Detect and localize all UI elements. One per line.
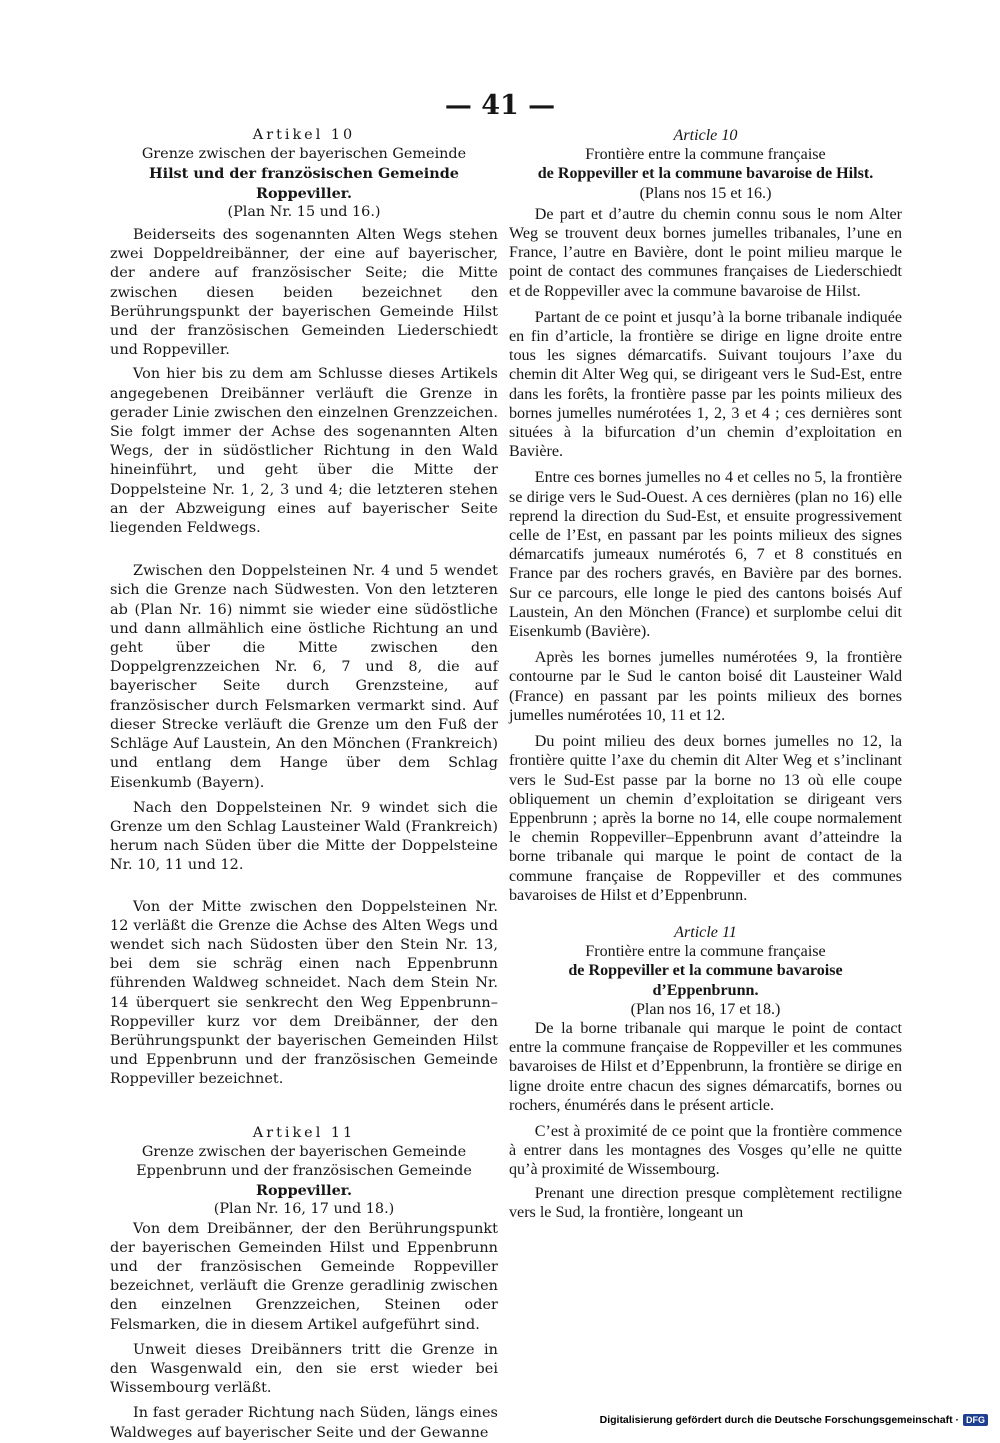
article-11-subtitle-fr-line2: de Roppeviller et la commune bavaroise [568, 962, 843, 980]
digitization-credit [600, 1414, 988, 1426]
paragraph: Du point milieu des deux bornes jumelles no 12, la frontière quitte l’axe du chemin dit Alter Weg et s’inclinant vers le Sud-Est passe par la borne no 13 où elle coupe obliquement un chemin d’exploitation se dirigeant vers Eppenbrunn ; après la borne no 14, elle coupe normalement le chemin Roppeviller–Eppenbrunn avant d’atteindre la borne tribanale qui marque le point de contact de la commune française de Roppeviller et des communes bavaroises de Hilst et d’Eppenbrunn. [509, 733, 902, 904]
paragraph: Unweit dieses Dreibänners tritt die Grenze in den Wasgenwald ein, den sie erst wieder bei Wissembourg verläßt. [110, 1341, 498, 1397]
article-10-subtitle-fr-line1: Frontière entre la commune française [585, 146, 826, 164]
german-column [110, 126, 498, 1443]
paragraph: De la borne tribanale qui marque le point de contact entre la commune française de Roppeviller et les communes bavaroises de Hilst et d’Eppenbrunn, la frontière se dirige en ligne droite entre chacun des signes démarcatifs, bornes ou rochers, énumérés dans le présent article. [509, 1019, 902, 1114]
paragraph: In fast gerader Richtung nach Süden, längs eines Waldweges auf bayerischer Seite und der Gewanne [110, 1405, 498, 1441]
article-10-subtitle-de-line1: Grenze zwischen der bayerischen Gemeinde [141, 146, 467, 163]
paragraph: Partant de ce point et jusqu’à la borne tribanale indiquée en fin d’article, la frontière se dirige en ligne droite entre tous les signes démarcatifs. Suivant toujours l’axe du chemin dit Alter Weg qui, se dirigeant vers le Sud-Est, entre dans les forêts, la frontière passe par les points milieux des bornes jumelles numérotées 1, 2, 3 et 4 ; ces dernières sont situées à la bifurcation d’un chemin d’exploitation en Bavière. [509, 308, 902, 461]
paragraph: Nach den Doppelsteinen Nr. 9 windet sich die Grenze um den Schlag Lausteiner Wald (Frankreich) herum nach Süden über die Mitte der Doppelsteine Nr. 10, 11 und 12. [110, 799, 498, 874]
article-11-subtitle-de-line2: Eppenbrunn und der französischen Gemeinde [136, 1162, 472, 1179]
paragraph: Zwischen den Doppelsteinen Nr. 4 und 5 wendet sich die Grenze nach Südwesten. Von den letzteren ab (Plan Nr. 16) nimmt sie wieder eine südöstliche und dann allmählich eine östliche Richtung an und geht über die Mitte zwischen den Doppelgrenzzeichen Nr. 6, 7 und 8, die auf bayerischer Seite durch Grenzsteine, auf französischer durch Felsmarken vermarkt sind. Auf dieser Strecke verläuft die Grenze um den Fuß der Schläge Auf Laustein, An den Mönchen (Frankreich) und entlang dem Hange über dem Schlag Eisenkumb (Bayern). [110, 563, 498, 791]
french-column [509, 126, 902, 1222]
paragraph: C’est à proximité de ce point que la frontière commence à entrer dans les montagnes des Vosges qu’elle ne quitte qu’à proximité de Wissembourg. [509, 1122, 902, 1179]
paragraph: Beiderseits des sogenannten Alten Wegs stehen zwei Doppeldreibänner, der eine auf bayerischer, der andere auf französischer Seite; die Mitte zwischen diesen beiden bezeichnet den Berührungspunkt der bayerischen Gemeinde Hilst und der französischen Gemeinden Liederschiedt und Roppeviller. [110, 227, 498, 359]
article-11-plan-fr: (Plan nos 16, 17 et 18.) [630, 1000, 781, 1018]
page-number: — 41 — [444, 90, 556, 121]
article-10-plan-de: (Plan Nr. 15 und 16.) [227, 203, 381, 220]
paragraph: De part et d’autre du chemin connu sous le nom Alter Weg se trouvent deux bornes jumelles tribanales, l’une en France, l’autre en Bavière, dont le point milieu marque le point de contact des communes françaises de Liederschiedt et de Roppeviller avec la commune bavaroise de Hilst. [509, 205, 902, 300]
article-10-heading-fr: Article 10 [673, 127, 738, 144]
article-10-subtitle-de-line2: Hilst und der französischen Gemeinde Roppeviller. [149, 165, 459, 202]
paragraph: Après les bornes jumelles numérotées 9, la frontière contourne par le Sud le canton boisé dit Lausteiner Wald (France) en passant par les points milieux des bornes jumelles numérotées 10, 11 et 12. [509, 649, 902, 724]
article-10-subtitle-fr-line2: de Roppeviller et la commune bavaroise de Hilst. [537, 165, 874, 183]
article-11-subtitle-fr-line3: d’Eppenbrunn. [652, 981, 759, 999]
credit-text: Digitalisierung gefördert durch die Deutsche Forschungsgemeinschaft · [599, 1414, 959, 1426]
article-11-subtitle-fr-line1: Frontière entre la commune française [585, 943, 826, 961]
dfg-logo: DFG [963, 1414, 988, 1426]
article-11-subtitle-de-line3: Roppeviller. [255, 1182, 353, 1200]
article-11-heading-de: Artikel 11 [252, 1124, 356, 1141]
article-11-subtitle-de-line1: Grenze zwischen der bayerischen Gemeinde [141, 1143, 467, 1160]
paragraph: Von hier bis zu dem am Schlusse dieses Artikels angegebenen Dreibänner verläuft die Grenze in gerader Linie zwischen den einzelnen Grenzzeichen. Sie folgt immer der Achse des sogenannten Alten Wegs, der in südöstlicher Richtung in den Wald hineinführt, und geht über die Mitte der Doppelsteine Nr. 1, 2, 3 und 4; die letzteren stehen an der Abzweigung eines auf bayerischer Seite liegenden Feldwegs. [110, 366, 498, 537]
paragraph: Prenant une direction presque complètement rectiligne vers le Sud, la frontière, longeant un [509, 1184, 902, 1221]
article-11-heading-fr: Article 11 [674, 923, 737, 941]
article-10-heading-de: Artikel 10 [252, 127, 356, 143]
paragraph: Entre ces bornes jumelles no 4 et celles no 5, la frontière se dirige vers le Sud-Ouest. A ces dernières (plan no 16) elle reprend la direction du Sud-Est, et ensuite progressivement celle de l’Est, en passant par les points milieux des signes démarcatifs jumeaux numérotés 6, 7 et 8 constitués en France par des rochers gravés, en Bavière par des bornes. Sur ce parcours, elle longe le pied des cantons boisés Auf Laustein, An den Mönchen (France) et surplombe celui dit Eisenkumb (Bavière). [509, 469, 902, 641]
paragraph: Von dem Dreibänner, der den Berührungspunkt der bayerischen Gemeinden Hilst und Eppenbrunn und der französischen Gemeinde Roppeviller bezeichnet, verläuft die Grenze geradlinig zwischen den einzelnen Grenzzeichen, Steinen oder Felsmarken, die in diesem Artikel aufgeführt sind. [110, 1220, 498, 1333]
article-11-plan-de: (Plan Nr. 16, 17 und 18.) [213, 1201, 395, 1218]
article-10-plan-fr: (Plans nos 15 et 16.) [639, 184, 772, 202]
paragraph: Von der Mitte zwischen den Doppelsteinen Nr. 12 verläßt die Grenze die Achse des Alten Wegs und wendet sich nach Südosten über den Stein Nr. 13, bei dem sie schräg einen nach Eppenbrunn führenden Waldweg schneidet. Nach dem Stein Nr. 14 überquert sie senkrecht den Weg Eppenbrunn–Roppeviller kurz vor dem Dreibänner, der den Berührungspunkt der bayerischen Gemeinden Hilst und Eppenbrunn und der französischen Gemeinde Roppeviller bezeichnet. [110, 898, 498, 1088]
